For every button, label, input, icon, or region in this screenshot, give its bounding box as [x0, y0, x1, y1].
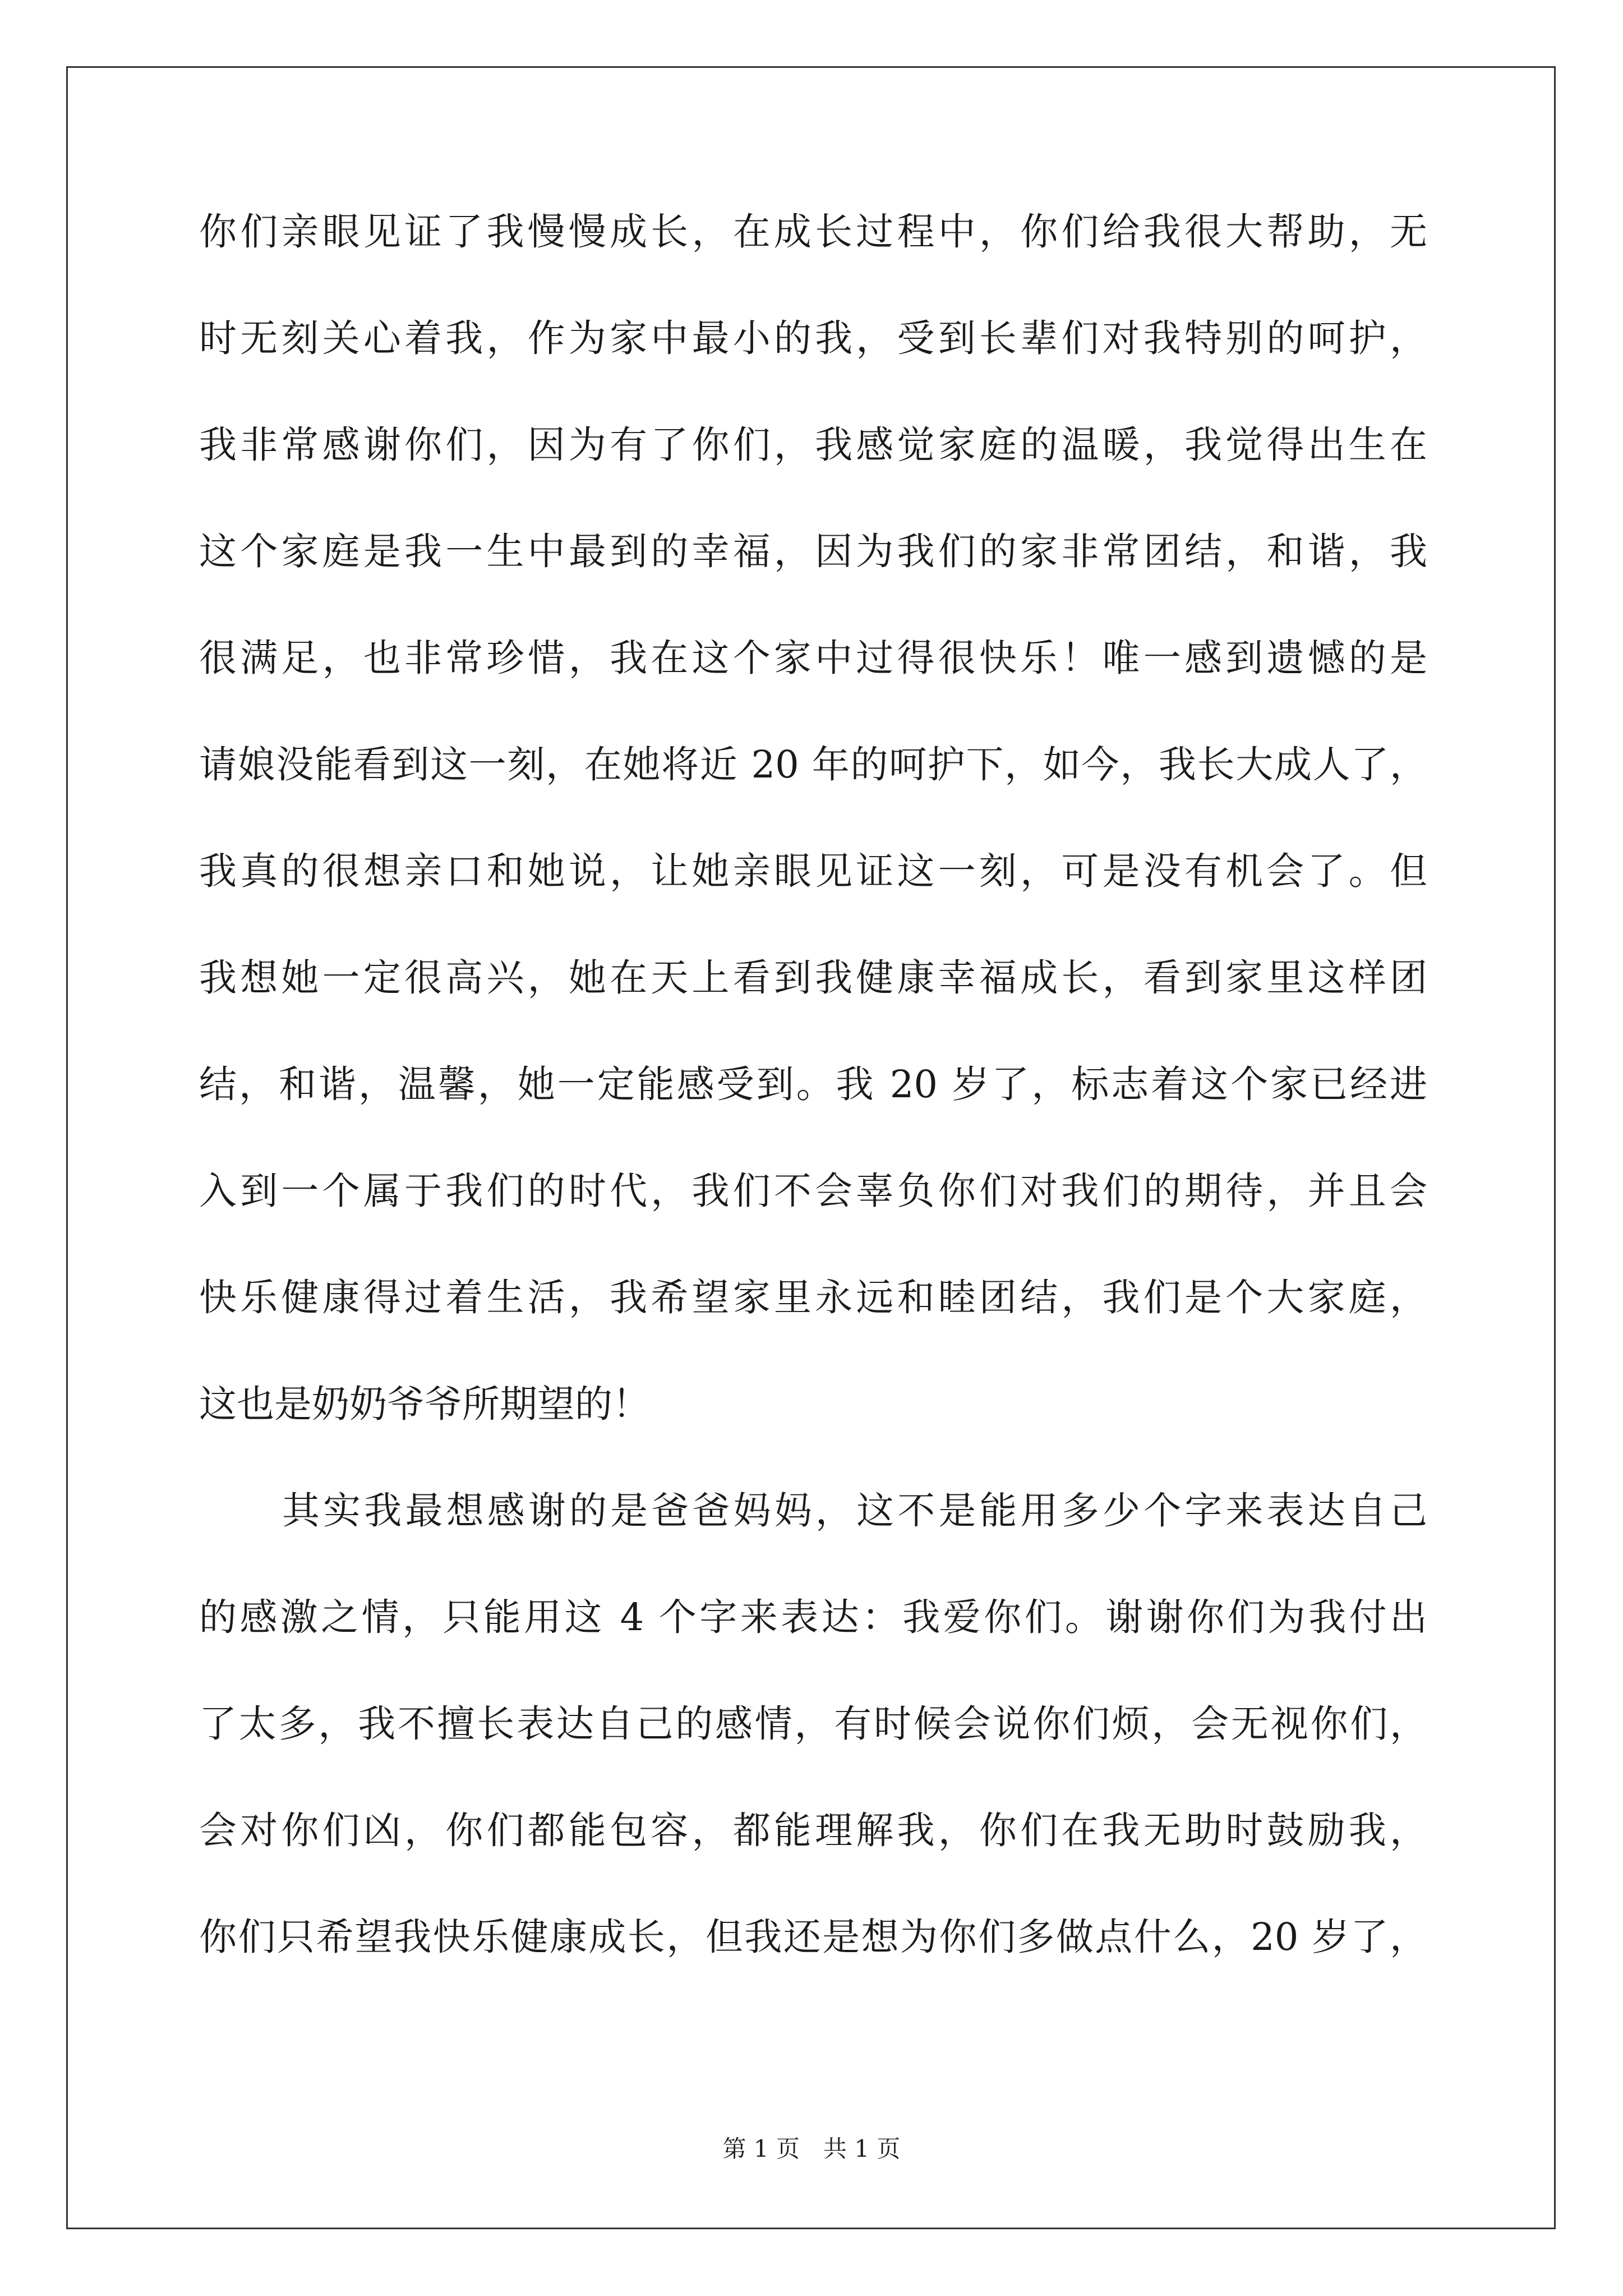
- text-line: 了太多，我不擅长表达自己的感情，有时候会说你们烦，会无视你们，: [199, 1702, 1427, 1746]
- text-line: 我真的很想亲口和她说，让她亲眼见证这一刻，可是没有机会了。但: [199, 849, 1427, 893]
- text-line: 我非常感谢你们，因为有了你们，我感觉家庭的温暖，我觉得出生在: [199, 423, 1427, 467]
- text-line: 这个家庭是我一生中最到的幸福，因为我们的家非常团结，和谐，我: [199, 530, 1427, 573]
- text-line: 其实我最想感谢的是爸爸妈妈，这不是能用多少个字来表达自己: [282, 1489, 1427, 1533]
- text-line: 入到一个属于我们的时代，我们不会辜负你们对我们的期待，并且会: [199, 1169, 1427, 1213]
- text-line: 请娘没能看到这一刻，在她将近 20 年的呵护下，如今，我长大成人了，: [199, 743, 1427, 786]
- text-line: 结，和谐，温馨，她一定能感受到。我 20 岁了，标志着这个家已经进: [199, 1062, 1427, 1106]
- document-body: [199, 210, 1427, 2025]
- text-line: 你们亲眼见证了我慢慢成长，在成长过程中，你们给我很大帮助，无: [199, 210, 1427, 254]
- page-footer: 第 1 页 共 1 页: [722, 2135, 901, 2162]
- text-line: 我想她一定很高兴，她在天上看到我健康幸福成长，看到家里这样团: [199, 956, 1427, 1000]
- text-line: 快乐健康得过着生活，我希望家里永远和睦团结，我们是个大家庭，: [199, 1276, 1427, 1319]
- text-line: 很满足，也非常珍惜，我在这个家中过得很快乐！唯一感到遗憾的是: [199, 636, 1427, 680]
- text-line: 会对你们凶，你们都能包容，都能理解我，你们在我无助时鼓励我，: [199, 1809, 1427, 1852]
- text-line: 这也是奶奶爷爷所期望的！: [199, 1382, 650, 1426]
- text-line: 你们只希望我快乐健康成长，但我还是想为你们多做点什么，20 岁了，: [199, 1915, 1427, 1959]
- text-line: 时无刻关心着我，作为家中最小的我，受到长辈们对我特别的呵护，: [199, 316, 1427, 360]
- text-line: 的感激之情，只能用这 4 个字来表达：我爱你们。谢谢你们为我付出: [199, 1595, 1427, 1639]
